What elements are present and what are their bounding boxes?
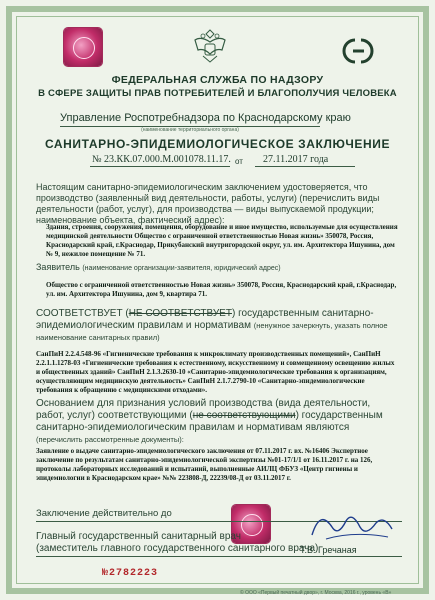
basis-note: (перечислить рассмотренные документы): bbox=[36, 435, 184, 444]
territorial-office: Управление Роспотребнадзора по Краснодарскому краю bbox=[60, 112, 351, 124]
coat-of-arms-icon bbox=[189, 26, 231, 66]
validity-label: Заключение действительно до bbox=[36, 508, 172, 519]
rospotrebnadzor-logo-icon bbox=[337, 36, 379, 66]
inner-border bbox=[16, 16, 419, 584]
applicant-details: Общество с ограниченной ответственностью Новая жизнь» 350078, Россия, Краснодарский край, г.Краснодар, ул. им. Архитектора Ишунина, дом 9, квартира 71. bbox=[46, 281, 397, 298]
sanitary-rules-list: СанПиН 2.2.4.548-96 «Гигиенические требования к микроклимату производственных помещений», СанПиН 2.2.1.1.1278-03 «Гигиенические требования к естественному, искусственному и совмещенному освещению жилых и общественных зданий» СанПиН 2.1.3.2630-10 «Санитарно-эпидемиологические требования к организациям, осуществляющим медицинскую деятельность» СанПиН 2.1.7.2790-10 «Санитарно-эпидемиологические требования к обращению с медицинскими отходами». bbox=[36, 350, 395, 394]
office-caption: (наименование территориального органа) bbox=[141, 127, 239, 133]
handwritten-signature-icon bbox=[306, 505, 396, 545]
conform-yes: СООТВЕТСТВУЕТ bbox=[36, 308, 123, 319]
signature-underline bbox=[36, 556, 402, 557]
basis-struck: не соответствующими bbox=[192, 410, 296, 421]
date-label: от bbox=[235, 157, 243, 166]
document-number: № 23.КК.07.000.М.001078.11.17. bbox=[92, 154, 231, 165]
object-description: Здания, строения, сооружения, помещения, оборудование и иное имущество, используемые для осуществления медицинской деятельности Общество с ограниченной ответственностью Новая жизнь» 350078, Россия, Краснодарский край, г.Краснодар, Прикубанский внутригородской округ, ул. им. Архитектора Ишунина, дом № 9, нежилое помещение № 71. bbox=[46, 223, 398, 258]
basis-text-a: Основанием для признания условий производства (вида деятельности, работ, услуг) соответствующими bbox=[36, 398, 371, 421]
document-date: 27.11.2017 года bbox=[263, 154, 329, 165]
conform-note: (ненужное зачеркнуть, указать полное наименование санитарных правил) bbox=[36, 321, 388, 342]
agency-name-line1: ФЕДЕРАЛЬНАЯ СЛУЖБА ПО НАДЗОРУ bbox=[111, 74, 324, 86]
date-underline bbox=[255, 166, 355, 167]
document-title: САНИТАРНО-ЭПИДЕМИОЛОГИЧЕСКОЕ ЗАКЛЮЧЕНИЕ bbox=[44, 137, 391, 151]
applicant-caption: (наименование организации-заявителя, юридический адрес) bbox=[82, 265, 281, 272]
basis-statement: Основанием для признания условий производства (вида деятельности, работ, услуг) соответствующими (не соответствующими) государственным санитарно-эпидемиологическим правилам и нормативам являются (перечислить рассмотренные документы): bbox=[36, 398, 383, 444]
signer-name: Т.В. Гречаная bbox=[300, 545, 357, 555]
reviewed-documents: Заявление о выдаче санитарно-эпидемиологического заключения от 07.11.2017 г. вх. №16406 Экспертное заключение по результатам санитарно-эпидемиологической экспертизы №01-17/1/1 от 16.11.2017 г. на 126, протоколы лабораторных исследований и испытаний, выполненные АИЛЦ ФБУЗ «Центр гигиены и эпидемиологии в Краснодарском крае» №№ 223808-Д, 22239/08-Д от 03.11.2017 г. bbox=[36, 447, 373, 482]
agency-name-line2: В СФЕРЕ ЗАЩИТЫ ПРАВ ПОТРЕБИТЕЛЕЙ И БЛАГОПОЛУЧИЯ ЧЕЛОВЕКА bbox=[38, 88, 397, 99]
conform-no-struck: НЕ СООТВЕТСТВУЕТ bbox=[128, 308, 232, 319]
conform-text: государственным санитарно-эпидемиологическим правилам и нормативам bbox=[36, 308, 374, 331]
hologram-seal-icon bbox=[64, 28, 102, 66]
intro-paragraph: Настоящим санитарно-эпидемиологическим заключением удостоверяется, что производство (заявленный вид деятельности, работы, услуги) (перечислить виды деятельности (работ, услуг), для производства — виды выпускаемой продукции; наименование объекта, фактический адрес): bbox=[36, 182, 380, 225]
number-underline bbox=[90, 166, 230, 167]
basis-text-b: государственным санитарно-эпидемиологическим правилам и нормативам являются bbox=[36, 410, 383, 433]
printer-credit: © ООО «Первый печатный двор», г. Москва, 2016 г., уровень «В» bbox=[240, 590, 392, 596]
conformity-statement: СООТВЕТСТВУЕТ (НЕ СООТВЕТСТВУЕТ) государственным санитарно-эпидемиологическим правилам и нормативам (ненужное зачеркнуть, указать полное наименование санитарных правил) bbox=[36, 308, 388, 342]
applicant-heading bbox=[36, 262, 396, 274]
serial-number: №2782223 bbox=[102, 568, 159, 579]
chief-doctor-deputy: (заместитель главного государственного санитарного врача) bbox=[36, 543, 319, 554]
applicant-label: Заявитель bbox=[36, 262, 80, 272]
chief-doctor-title: Главный государственный санитарный врач bbox=[36, 531, 241, 542]
